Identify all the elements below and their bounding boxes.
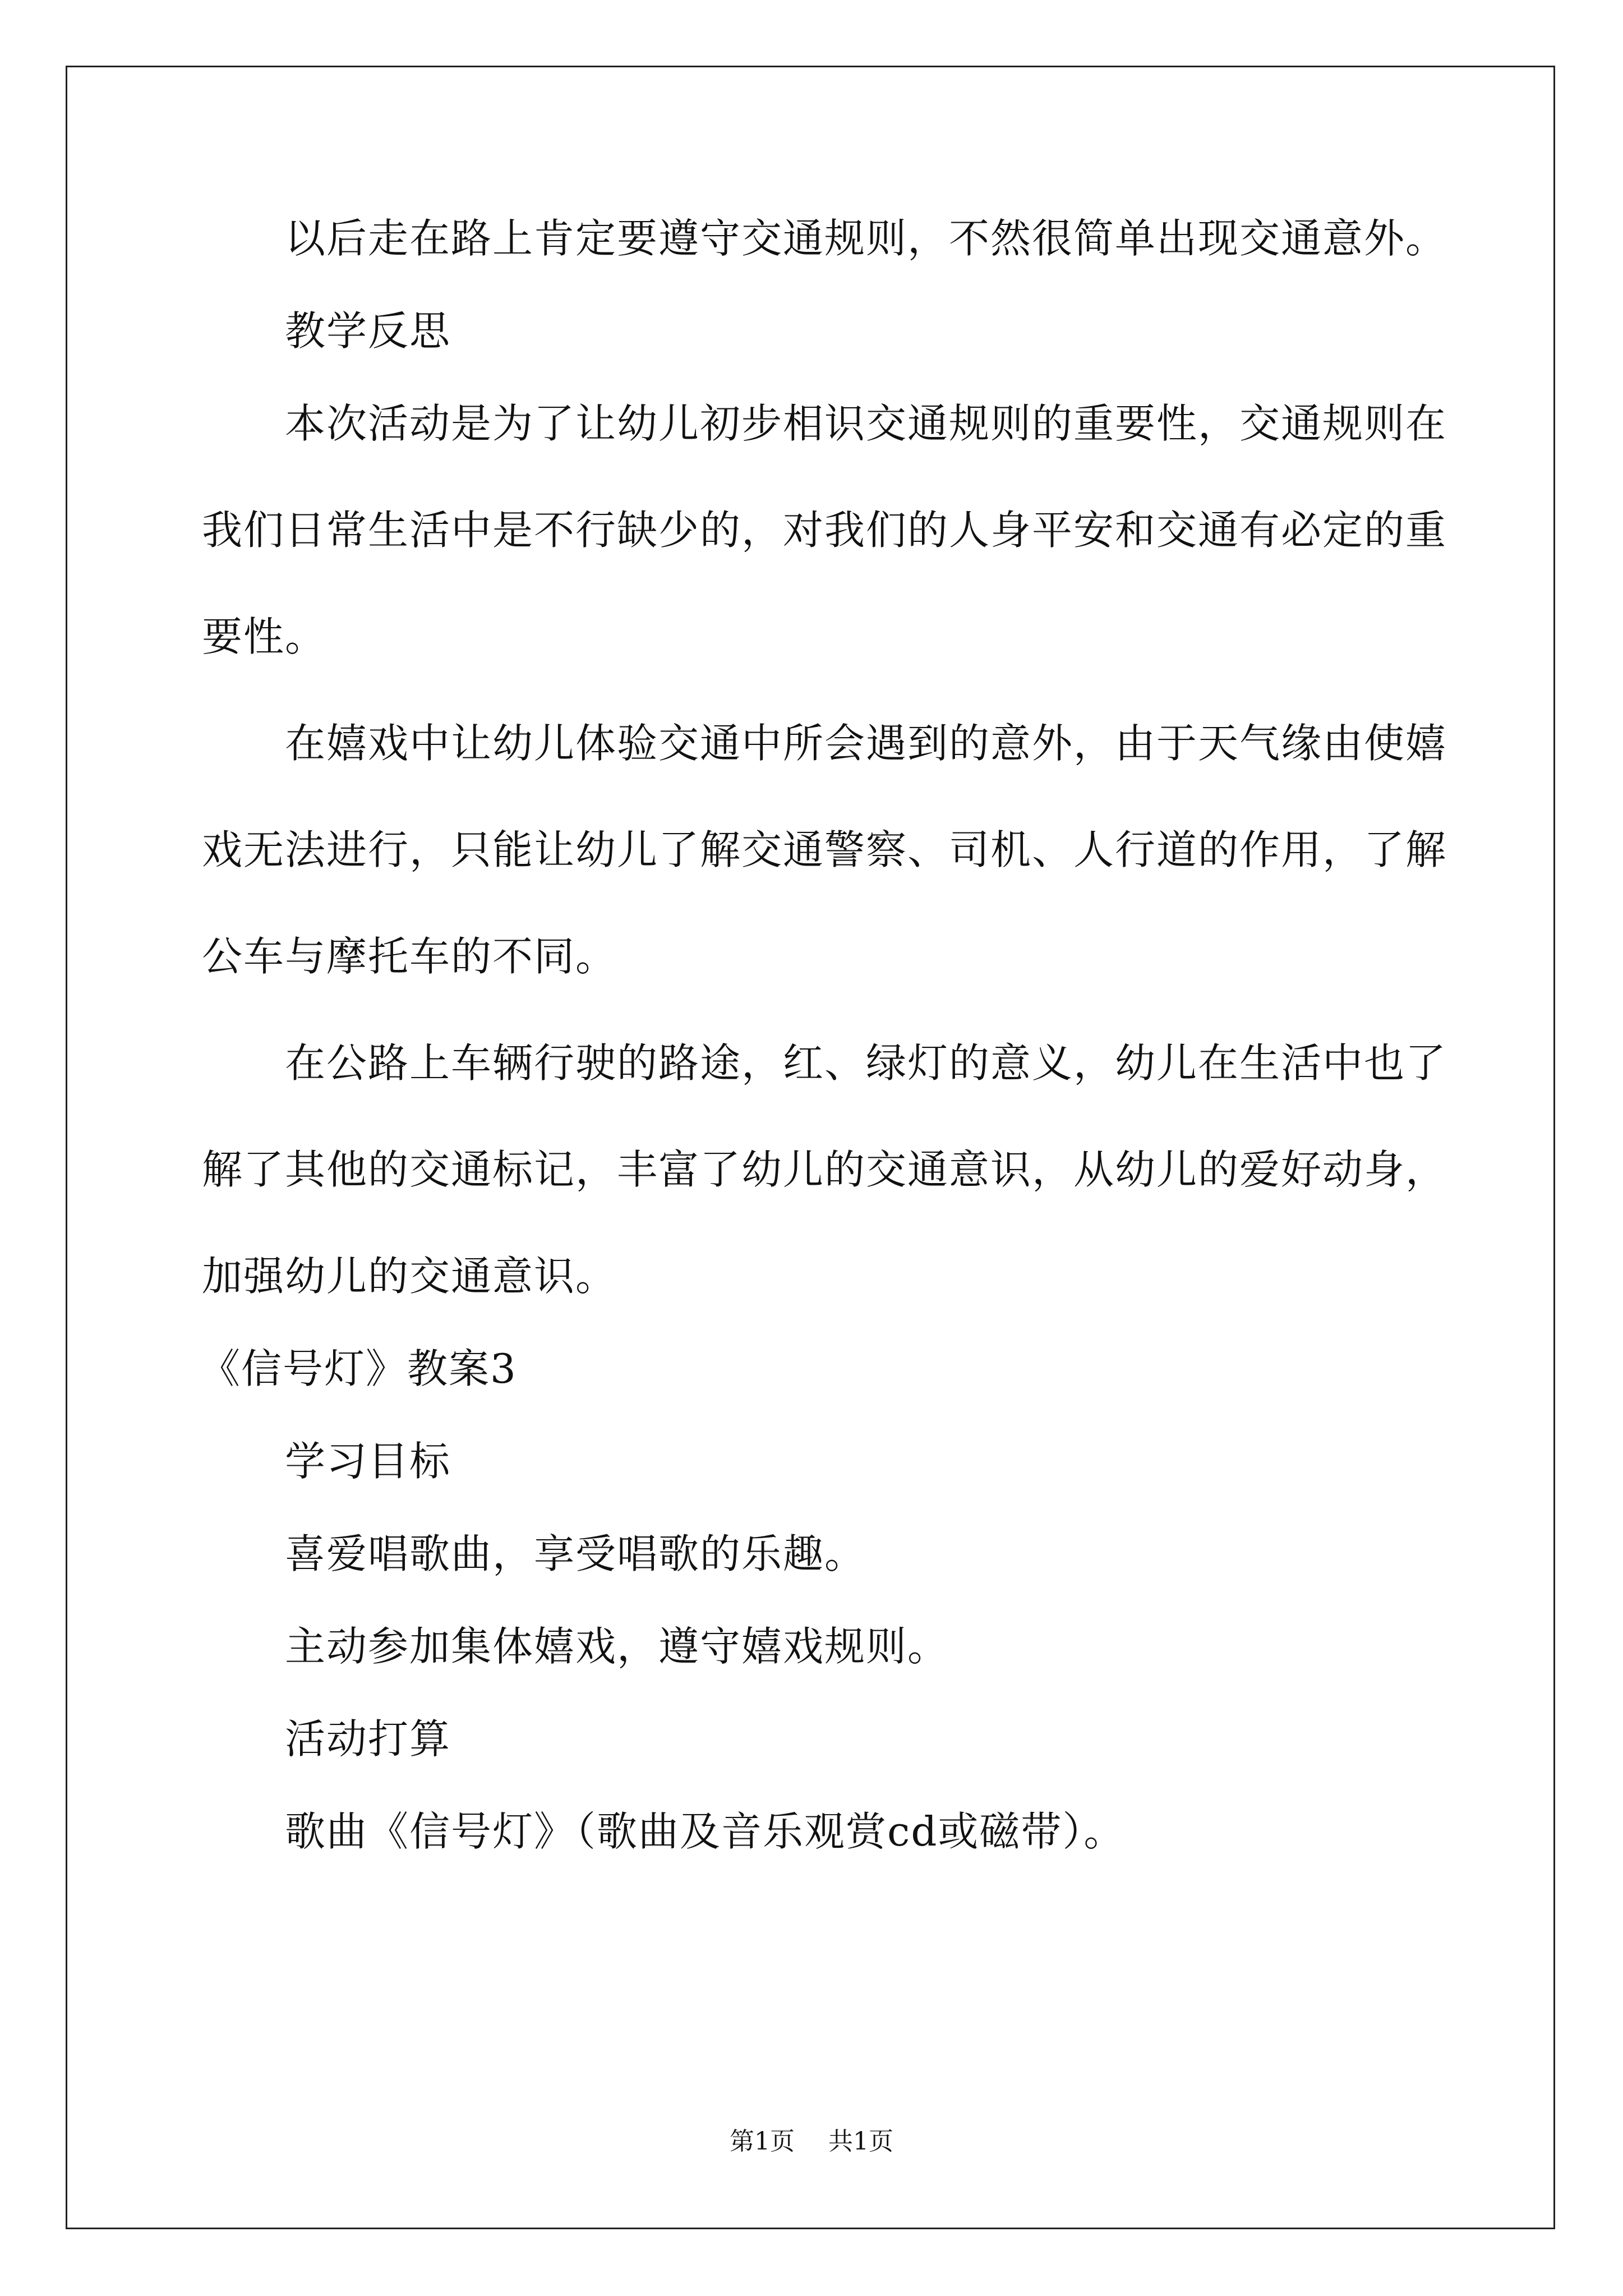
paragraph-4 [202, 1038, 1447, 1301]
text-line: 以后走在路上肯定要遵守交通规则，不然很简单出现交通意外。 [285, 215, 1447, 262]
page-total: 共1页 [828, 2127, 893, 2156]
section-heading: 学习目标 [285, 1438, 451, 1485]
document-body [200, 213, 1447, 1857]
text-line: 公车与摩托车的不同。 [202, 933, 617, 980]
text-line: 在公路上车辆行驶的路途，红、绿灯的意义，幼儿在生活中也了 [285, 1039, 1447, 1087]
text-line: 要性。 [202, 613, 327, 660]
heading-activity-prep [202, 1714, 1436, 1764]
page-footer [0, 2126, 1623, 2157]
page-number: 第1页 [730, 2127, 795, 2156]
text-line: 本次活动是为了让幼儿初步相识交通规则的重要性，交通规则在 [285, 400, 1447, 447]
text-line: 加强幼儿的交通意识。 [202, 1253, 617, 1300]
paragraph-materials [202, 1806, 1436, 1857]
paragraph-2 [202, 398, 1447, 662]
text-line: 解了其他的交通标记，丰富了幼儿的交通意识，从幼儿的爱好动身， [202, 1146, 1447, 1193]
paragraph-goal-1 [202, 1529, 1436, 1579]
section-heading: 活动打算 [285, 1715, 451, 1763]
text-line: 戏无法进行，只能让幼儿了解交通警察、司机、人行道的作用，了解 [202, 826, 1447, 873]
text-line: 喜爱唱歌曲，享受唱歌的乐趣。 [285, 1530, 866, 1577]
paragraph-3 [202, 718, 1447, 982]
heading-teaching-reflection [202, 306, 1436, 356]
text-line: 在嬉戏中让幼儿体验交通中所会遇到的意外，由于天气缘由使嬉 [285, 720, 1447, 767]
paragraph-goal-2 [202, 1621, 1436, 1672]
paragraph-1 [202, 213, 1447, 264]
section-heading: 教学反思 [285, 307, 451, 355]
text-line: 歌曲《信号灯》（歌曲及音乐观赏cd或磁带）。 [285, 1808, 1126, 1855]
text-line: 我们日常生活中是不行缺少的，对我们的人身平安和交通有必定的重 [202, 507, 1447, 554]
heading-learning-goals [202, 1436, 1436, 1487]
section-title: 《信号灯》教案3 [200, 1345, 517, 1392]
text-line: 主动参加集体嬉戏，遵守嬉戏规则。 [285, 1623, 949, 1670]
section-title-signal-light-3 [202, 1343, 1436, 1394]
